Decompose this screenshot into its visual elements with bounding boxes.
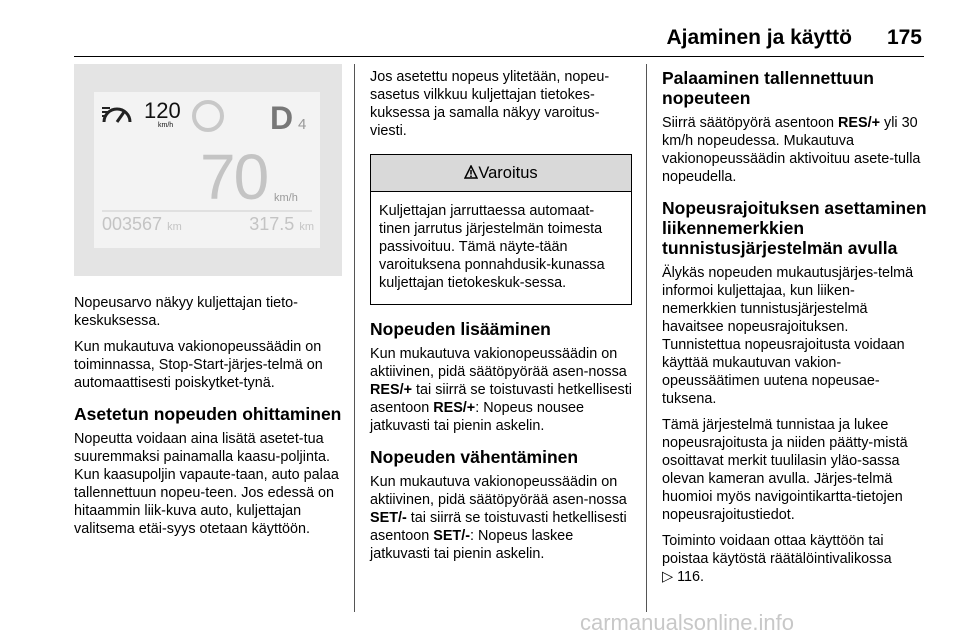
display-divider [102,210,312,212]
trip-value: 317.5 [249,214,295,234]
set-speed-unit: km/h [158,122,174,129]
current-speed: 70 [200,141,268,213]
section-title: Ajaminen ja käyttö [666,26,852,49]
header-divider [74,56,924,57]
heading: Nopeusrajoituksen asettaminen liikennemerkkien tunnistusjärjestelmän avulla [662,198,927,258]
paragraph: Älykäs nopeuden mukautusjärjes-telmä informoi kuljettajaa, kun liiken-nemerkkien tunnistusjärjestelmä havaitsee nopeusrajoituksen. Tunnistettua nopeusrajoitusta voidaan käyttää mukautuvan vakion-opeussäätimen uutena nopeusae-tuksena. [662,265,914,407]
odometer [102,214,182,235]
paragraph [370,473,632,563]
control-label: RES/+ [838,115,880,131]
text: Kun mukautuva vakionopeussäädin on aktiivinen, pidä säätöpyörää asen-nossa [370,474,627,508]
column-3 [662,68,927,594]
control-label: RES/+ [370,382,412,398]
warning-box [370,154,632,305]
odometer-unit: km [167,221,182,233]
heading: Nopeuden lisääminen [370,319,551,339]
page-number: 175 [886,26,922,49]
trip-unit: km [299,221,314,233]
control-label: SET/- [370,510,407,526]
page-reference-icon: ▷ [662,569,674,585]
paragraph: Tämä järjestelmä tunnistaa ja lukee nopeusrajoitusta ja niiden päätty-mistä osoittavat merkit tuulilasin yläo-sassa olevan kameran avulla. Järjes-telmä huomioi myös navigointikartta-tietojen nopeusrajoitustiedot. [662,417,908,523]
column-divider [646,64,647,612]
warning-title: Varoitus [478,164,538,182]
paragraph [662,532,927,586]
gear-indicator: D [270,100,294,136]
text: tai siirrä se toistuvasti hetkellisesti asentoon [370,510,627,544]
set-speed-value: 120 [144,98,181,123]
text: : Nopeus nousee jatkuvasti tai pienin askelin. [370,400,585,434]
current-speed-unit: km/h [274,192,298,204]
text: Toiminto voidaan ottaa käyttöön tai poistaa käytöstä räätälöintivalikossa [662,533,892,567]
instrument-cluster-image [74,64,342,276]
text: : Nopeus laskee jatkuvasti tai pienin askelin. [370,528,574,562]
text: yli 30 km/h nopeudessa. Mukautuva vakionopeussäädin aktivoituu asete-tulla nopeudella. [662,115,921,185]
cluster-display [94,92,320,248]
heading: Palaaminen tallennettuun nopeuteen [662,68,874,108]
paragraph [370,345,632,435]
odometer-value: 003567 [102,214,163,234]
paragraph [662,114,927,186]
text: tai siirrä se toistuvasti hetkellisesti asentoon [370,382,632,416]
page-header [0,0,960,60]
cruise-control-icon [100,102,134,128]
paragraph: Nopeusarvo näkyy kuljettajan tieto-keskuksessa. [74,295,298,329]
watermark: carmanualsonline.info [580,610,795,635]
paragraph: Jos asetettu nopeus ylitetään, nopeu-sasetus vilkkuu kuljettajan tietokes-kuksessa ja samalla näkyy varoitus-viesti. [370,69,610,139]
column-divider [354,64,355,612]
trip-meter [249,214,314,235]
paragraph: Kun mukautuva vakionopeussäädin on toiminnassa, Stop-Start-järjes-telmä on automaattisesti poiskytket-tynä. [74,339,323,391]
warning-body [371,192,631,304]
heading: Asetetun nopeuden ohittaminen [74,404,342,424]
heading: Nopeuden vähentäminen [370,447,579,467]
warning-triangle-icon [464,165,478,179]
control-label: SET/- [433,528,470,544]
warning-text: Kuljettajan jarruttaessa automaat-tinen jarrutus järjestelmän toimesta passivoituu. Tämä näyte-tään varoituksena ponnahdusik-kunassa kuljettajan tietokeskuk-sessa. [379,203,605,291]
column-2 [370,68,632,571]
warning-header [371,155,631,192]
status-ring-icon [192,100,224,132]
page-reference[interactable]: 116. [677,569,705,585]
paragraph: Nopeutta voidaan aina lisätä asetet-tua suuremmaksi painamalla kaasu-poljinta. Kun kaasupoljin vapaute-taan, auto palaa tallennettuun nopeu-teen. Jos edessä on hitaammin liik-kuva auto, kuljettajan valitsema etäi-syys otetaan käyttöön. [74,431,339,537]
text: Siirrä säätöpyörä asentoon [662,115,838,131]
column-1 [74,64,342,546]
text: Kun mukautuva vakionopeussäädin on aktiivinen, pidä säätöpyörää asen-nossa [370,346,627,380]
gear-number: 4 [298,116,307,133]
control-label: RES/+ [433,400,476,416]
